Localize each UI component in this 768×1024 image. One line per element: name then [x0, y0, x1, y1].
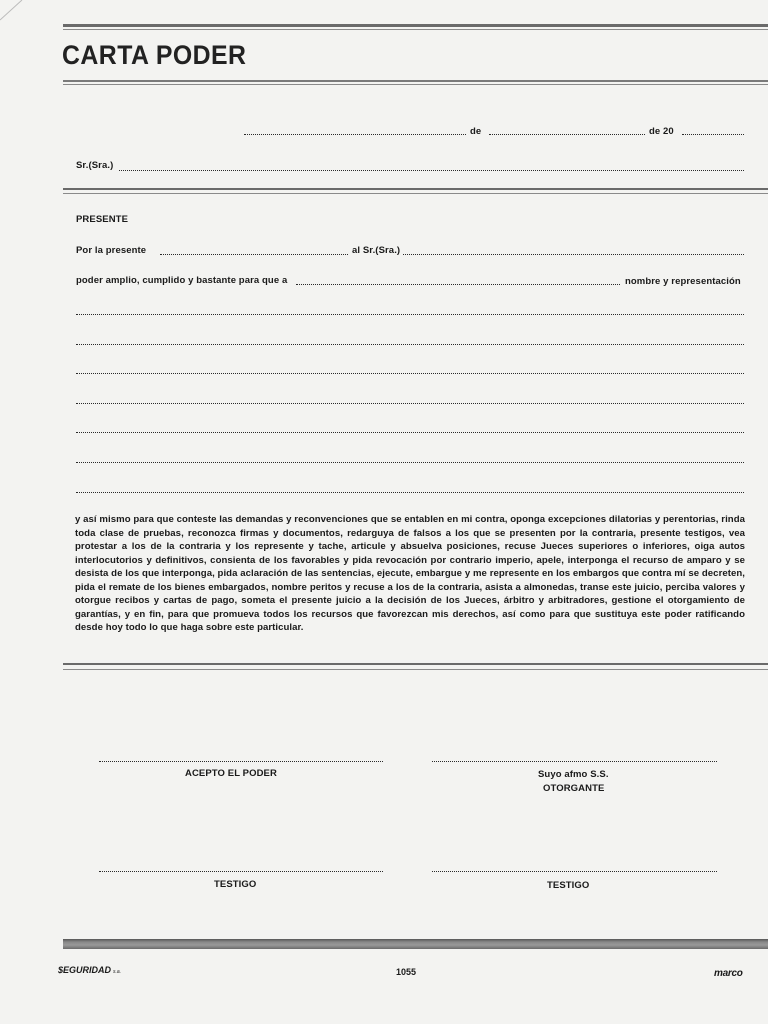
page-title: CARTA PODER: [62, 40, 247, 70]
testigo-right-line[interactable]: [432, 871, 717, 872]
section-rule-2-thin: [63, 669, 768, 670]
de20-label: de 20: [649, 126, 674, 137]
attorney-field[interactable]: [403, 254, 744, 255]
otorgante-label: OTORGANTE: [543, 783, 605, 794]
acepto-signature-line[interactable]: [99, 761, 383, 762]
place-field[interactable]: [244, 134, 466, 135]
purpose-line-3[interactable]: [76, 373, 744, 374]
section-rule-1-thin: [63, 193, 768, 194]
page-number: 1055: [396, 967, 417, 977]
de-label: de: [470, 126, 482, 137]
poder-amplio-label: poder amplio, cumplido y bastante para que a: [76, 275, 288, 286]
sr-label: Sr.(Sra.): [76, 160, 114, 171]
purpose-line-6[interactable]: [76, 462, 744, 463]
recipient-field[interactable]: [119, 170, 744, 171]
presente-label: PRESENTE: [76, 214, 129, 225]
day-month-field[interactable]: [489, 134, 645, 135]
brand-right-logo: marco: [714, 968, 743, 979]
title-rule-thin: [63, 84, 768, 85]
corner-mark: [0, 0, 30, 30]
acepto-label: ACEPTO EL PODER: [185, 768, 277, 779]
purpose-line-1[interactable]: [76, 314, 744, 315]
purpose-line-2[interactable]: [76, 344, 744, 345]
brand-left-suffix: s.a.: [113, 969, 122, 975]
on-behalf-field[interactable]: [296, 284, 620, 285]
testigo-left-line[interactable]: [99, 871, 383, 872]
bottom-stripe: [63, 939, 768, 949]
al-sr-label: al Sr.(Sra.): [352, 245, 401, 256]
powers-paragraph: y así mismo para que conteste las demandas y reconvenciones que se entablen en mi contra, oponga excepciones dilatorias y perentorias, rinda toda clase de pruebas, reconozca firmas y documentos, redarguya de falsos a los que se presenten por la contraria, presente testigos, vea protestar a los de la contraria y los represente y tache, articule y absuelva posiciones, recuse Jueces superiores o inferiores, oiga autos interlocutorios y definitivos, consienta de los favorables y pida revocación por contrario imperio, apele, interponga el recurso de amparo y se desista de los que interponga, pida aclaración de las sentencias, ejecute, embargue y me represente en los embargos que contra mí se decreten, pida el remate de los bienes embargados, nombre peritos y recuse a los de la contraria, asista a almonedas, transe este juicio, perciba valores y otorgue recibos y cartas de pago, someta el presente juicio a la decisión de los Jueces, árbitro y arbitradores, gestione el otorgamiento de garantías, y en fin, para que promueva todos los recursos que favorezcan mis derechos, así como para que sustituya este poder ratificando desde hoy todo lo que haga sobre este particular.: [75, 514, 745, 634]
title-rule: [63, 80, 768, 82]
nombre-representacion-label: nombre y representación: [625, 276, 741, 287]
brand-left-text: $EGURIDAD: [58, 965, 112, 975]
por-la-presente-label: Por la presente: [76, 245, 147, 256]
suyo-label: Suyo afmo S.S.: [538, 769, 609, 780]
year-field[interactable]: [682, 134, 744, 135]
section-rule-1: [63, 188, 768, 190]
section-rule-2: [63, 663, 768, 665]
brand-left-logo: [58, 965, 121, 975]
testigo-right-label: TESTIGO: [547, 880, 590, 891]
purpose-line-4[interactable]: [76, 403, 744, 404]
testigo-left-label: TESTIGO: [214, 879, 257, 890]
grantor-field[interactable]: [160, 254, 348, 255]
purpose-line-5[interactable]: [76, 432, 744, 433]
top-rule: [63, 24, 768, 27]
top-rule-thin: [63, 29, 768, 30]
purpose-line-7[interactable]: [76, 492, 744, 493]
otorgante-signature-line[interactable]: [432, 761, 717, 762]
